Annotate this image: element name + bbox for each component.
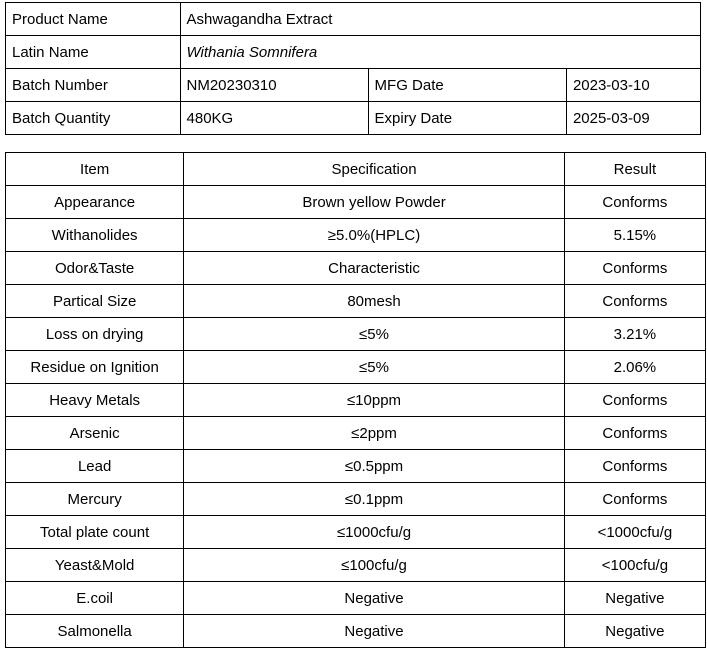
result-cell: <100cfu/g <box>564 549 705 582</box>
table-row <box>6 417 706 450</box>
result-cell: Conforms <box>564 384 705 417</box>
result-cell: Conforms <box>564 252 705 285</box>
header-specification: Specification <box>184 153 565 186</box>
specification-cell: 80mesh <box>184 285 565 318</box>
header-result: Result <box>564 153 705 186</box>
item-cell: Residue on Ignition <box>6 351 184 384</box>
specification-cell: ≤1000cfu/g <box>184 516 565 549</box>
item-cell: Total plate count <box>6 516 184 549</box>
specification-cell: Negative <box>184 582 565 615</box>
item-cell: Yeast&Mold <box>6 549 184 582</box>
table-row <box>6 351 706 384</box>
batch-number-label: Batch Number <box>6 69 181 102</box>
item-cell: Partical Size <box>6 285 184 318</box>
table-row <box>6 582 706 615</box>
batch-quantity-value: 480KG <box>180 102 368 135</box>
item-cell: Mercury <box>6 483 184 516</box>
table-row <box>6 615 706 648</box>
specification-cell: ≤10ppm <box>184 384 565 417</box>
item-cell: Appearance <box>6 186 184 219</box>
product-name-value: Ashwagandha Extract <box>180 3 700 36</box>
mfg-date-value: 2023-03-10 <box>566 69 700 102</box>
specification-cell: ≤100cfu/g <box>184 549 565 582</box>
specification-table <box>5 152 706 648</box>
table-row <box>6 252 706 285</box>
batch-number-value: NM20230310 <box>180 69 368 102</box>
result-cell: 2.06% <box>564 351 705 384</box>
batch-quantity-row <box>6 102 701 135</box>
result-cell: 3.21% <box>564 318 705 351</box>
specification-header-row <box>6 153 706 186</box>
item-cell: Loss on drying <box>6 318 184 351</box>
item-cell: Lead <box>6 450 184 483</box>
specification-cell: ≤2ppm <box>184 417 565 450</box>
expiry-date-value: 2025-03-09 <box>566 102 700 135</box>
table-row <box>6 516 706 549</box>
product-name-row <box>6 3 701 36</box>
item-cell: Salmonella <box>6 615 184 648</box>
result-cell: 5.15% <box>564 219 705 252</box>
batch-number-row <box>6 69 701 102</box>
result-cell: Conforms <box>564 483 705 516</box>
specification-cell: Brown yellow Powder <box>184 186 565 219</box>
item-cell: Odor&Taste <box>6 252 184 285</box>
specification-cell: ≤5% <box>184 351 565 384</box>
product-name-label: Product Name <box>6 3 181 36</box>
result-cell: Negative <box>564 615 705 648</box>
item-cell: Withanolides <box>6 219 184 252</box>
specification-cell: ≤5% <box>184 318 565 351</box>
table-row <box>6 285 706 318</box>
result-cell: Conforms <box>564 450 705 483</box>
specification-cell: Negative <box>184 615 565 648</box>
product-info-table <box>5 2 701 135</box>
expiry-date-label: Expiry Date <box>368 102 566 135</box>
table-row <box>6 450 706 483</box>
latin-name-value: Withania Somnifera <box>180 36 700 69</box>
result-cell: Conforms <box>564 285 705 318</box>
mfg-date-label: MFG Date <box>368 69 566 102</box>
header-item: Item <box>6 153 184 186</box>
latin-name-row <box>6 36 701 69</box>
latin-name-label: Latin Name <box>6 36 181 69</box>
specification-cell: ≥5.0%(HPLC) <box>184 219 565 252</box>
specification-cell: ≤0.5ppm <box>184 450 565 483</box>
table-row <box>6 384 706 417</box>
batch-quantity-label: Batch Quantity <box>6 102 181 135</box>
table-row <box>6 549 706 582</box>
item-cell: Arsenic <box>6 417 184 450</box>
table-row <box>6 219 706 252</box>
table-row <box>6 483 706 516</box>
table-row <box>6 318 706 351</box>
item-cell: E.coil <box>6 582 184 615</box>
specification-cell: ≤0.1ppm <box>184 483 565 516</box>
item-cell: Heavy Metals <box>6 384 184 417</box>
table-row <box>6 186 706 219</box>
specification-cell: Characteristic <box>184 252 565 285</box>
result-cell: Conforms <box>564 417 705 450</box>
result-cell: Negative <box>564 582 705 615</box>
result-cell: <1000cfu/g <box>564 516 705 549</box>
result-cell: Conforms <box>564 186 705 219</box>
